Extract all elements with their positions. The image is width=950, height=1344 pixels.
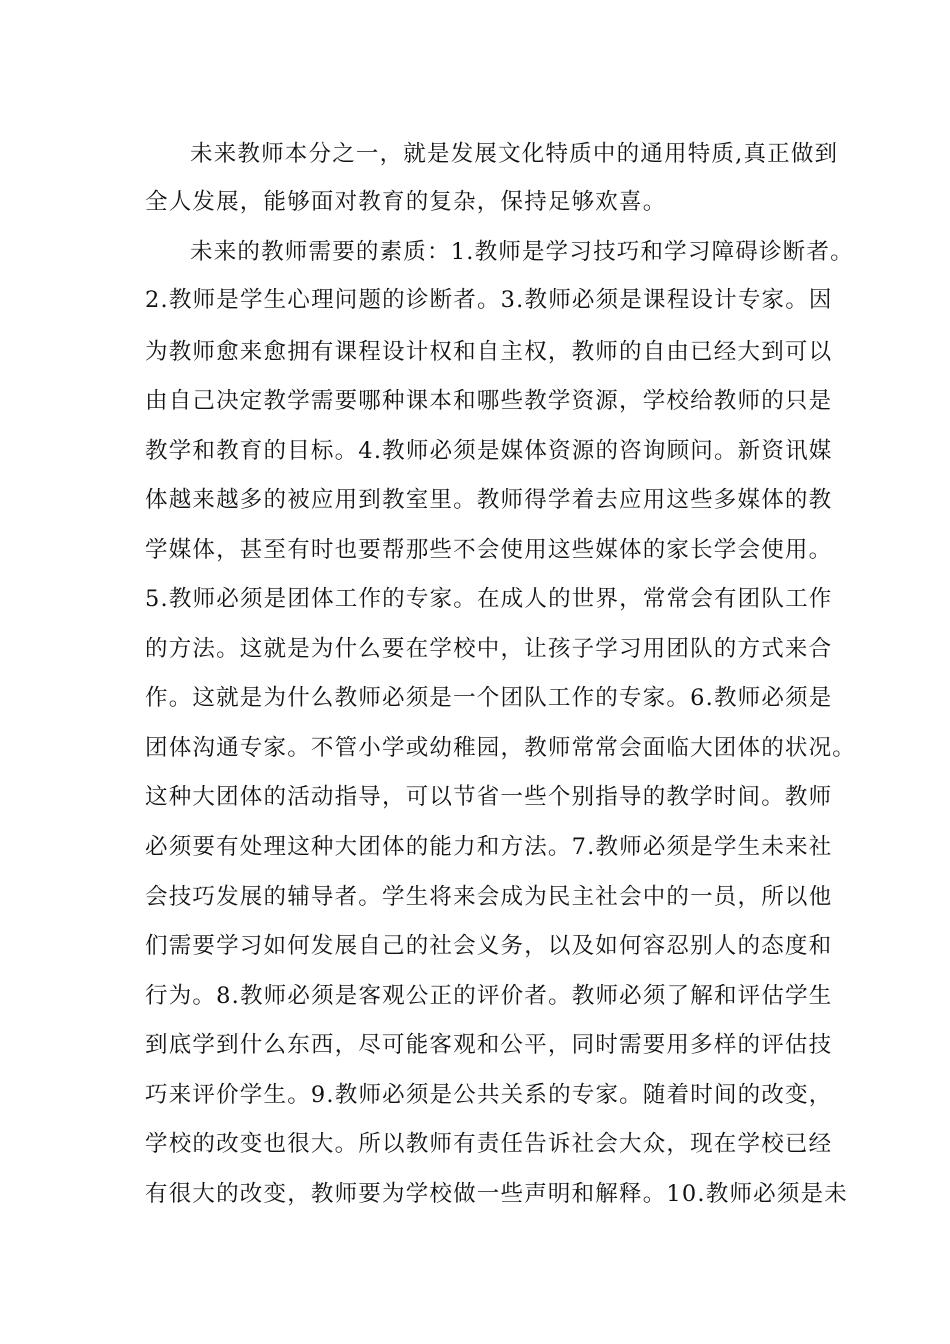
paragraph-2-line-11: 团体沟通专家。不管小学或幼稚园，教师常常会面临大团体的状况。 [145,735,857,761]
paragraph-2-line-17: 到底学到什么东西，尽可能客观和公平，同时需要用多样的评估技 [145,1032,833,1058]
paragraph-2-line-4: 由自己决定教学需要哪种课本和哪些教学资源，学校给教师的只是 [145,388,833,414]
paragraph-2-line-2: 2.教师是学生心理问题的诊断者。3.教师必须是课程设计专家。因 [145,287,833,313]
paragraph-2-line-1: 未来的教师需要的素质：1.教师是学习技巧和学习障碍诊断者。 [190,239,854,265]
paragraph-2-line-7: 学媒体，甚至有时也要帮那些不会使用这些媒体的家长学会使用。 [145,537,833,563]
paragraph-2-line-8: 5.教师必须是团体工作的专家。在成人的世界，常常会有团队工作 [145,586,833,612]
paragraph-2-line-18: 巧来评价学生。9.教师必须是公共关系的专家。随着时间的改变， [145,1082,833,1108]
paragraph-2-line-3: 为教师愈来愈拥有课程设计权和自主权，教师的自由已经大到可以 [145,339,833,365]
paragraph-2-line-14: 会技巧发展的辅导者。学生将来会成为民主社会中的一员，所以他 [145,884,833,910]
paragraph-1-line-1: 未来教师本分之一，就是发展文化特质中的通用特质,真正做到 [190,141,839,167]
paragraph-2-line-10: 作。这就是为什么教师必须是一个团队工作的专家。6.教师必须是 [145,685,833,711]
paragraph-2-line-9: 的方法。这就是为什么要在学校中，让孩子学习用团队的方式来合 [145,636,833,662]
paragraph-2-line-6: 体越来越多的被应用到教室里。教师得学着去应用这些多媒体的教 [145,487,833,513]
paragraph-2-line-5: 教学和教育的目标。4.教师必须是媒体资源的咨询顾问。新资讯媒 [145,438,833,464]
paragraph-2-line-12: 这种大团体的活动指导，可以节省一些个别指导的教学时间。教师 [145,784,833,810]
paragraph-1-line-2: 全人发展，能够面对教育的复杂，保持足够欢喜。 [145,189,667,215]
paragraph-2-line-13: 必须要有处理这种大团体的能力和方法。7.教师必须是学生未来社 [145,834,833,860]
paragraph-2-line-20: 有很大的改变，教师要为学校做一些声明和解释。10.教师必须是未 [145,1181,848,1207]
paragraph-2-line-16: 行为。8.教师必须是客观公正的评价者。教师必须了解和评估学生 [145,983,833,1009]
paragraph-2-line-15: 们需要学习如何发展自己的社会义务，以及如何容忍别人的态度和 [145,933,833,959]
paragraph-2-line-19: 学校的改变也很大。所以教师有责任告诉社会大众，现在学校已经 [145,1131,833,1157]
